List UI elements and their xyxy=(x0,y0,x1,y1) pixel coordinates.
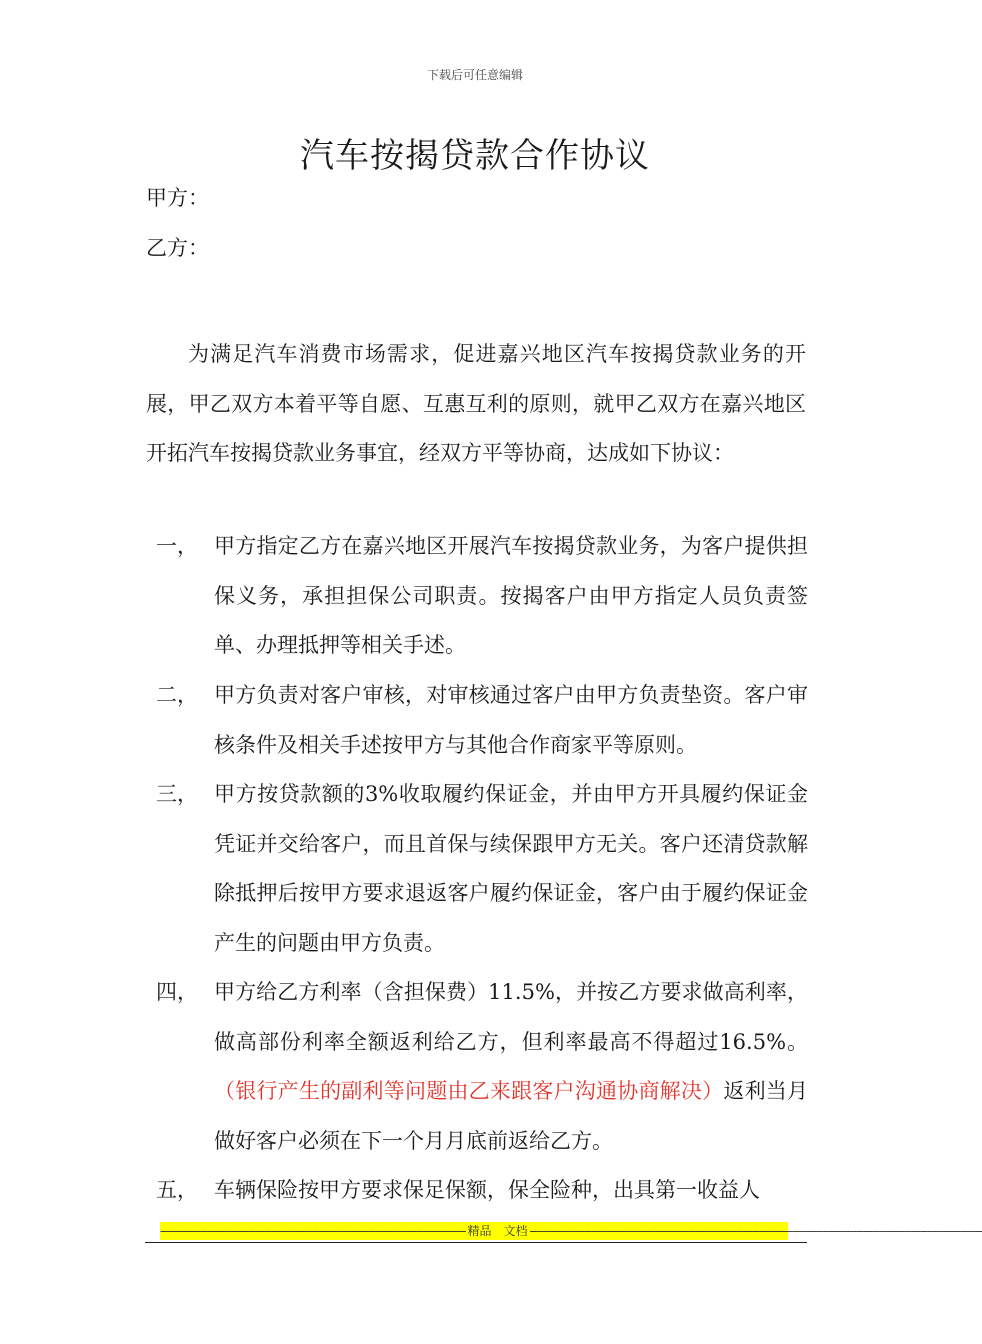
clause-number: 四， xyxy=(156,980,198,1004)
document-title: 汽车按揭贷款合作协议 xyxy=(300,136,650,176)
clause-number: 二， xyxy=(156,683,198,707)
clause-number: 一， xyxy=(156,534,198,558)
clause-2 xyxy=(146,671,836,770)
clause-3 xyxy=(146,770,836,968)
clause-text-part: 甲方给乙方利率（含担保费）11.5%，并按乙方要求做高利率，做高部份利率全额返利给乙方，但利率最高不得超过16.5%。 xyxy=(214,980,808,1054)
clause-5 xyxy=(146,1166,836,1216)
footer-divider xyxy=(145,1242,807,1243)
footer-highlight-bar xyxy=(160,1222,982,1240)
party-b-label: 乙方： xyxy=(146,236,209,260)
highlighted-note: （银行产生的副利等问题由乙来跟客户沟通协商解决） xyxy=(214,1079,724,1103)
clause-text: 甲方负责对客户审核，对审核通过客户由甲方负责垫资。客户审核条件及相关手述按甲方与其他合作商家平等原则。 xyxy=(214,683,808,757)
footer-label: 精品 文档 xyxy=(467,1224,528,1238)
clause-text xyxy=(214,968,808,1166)
intro-paragraph: 为满足汽车消费市场需求，促进嘉兴地区汽车按揭贷款业务的开展，甲乙双方本着平等自愿、互惠互利的原则，就甲乙双方在嘉兴地区开拓汽车按揭贷款业务事宜，经双方平等协商，达成如下协议： xyxy=(146,342,806,465)
header-note: 下载后可任意编辑 xyxy=(426,68,523,82)
clause-1 xyxy=(146,522,836,671)
clause-text: 车辆保险按甲方要求保足保额，保全险种，出具第一收益人 xyxy=(214,1178,760,1202)
clause-number: 五， xyxy=(156,1178,198,1202)
footer-dashes-left: ---------------------------------------------------------------------------------------------------- xyxy=(160,1224,466,1238)
clause-number: 三， xyxy=(156,782,198,806)
clause-text-part: 返利当月做好客户必须在下一个月月底前返给乙方。 xyxy=(214,1079,809,1153)
footer-dashes-right: ---------------------------------------------------------------------------------------------------------------------------------------------------- xyxy=(529,1224,982,1238)
clause-text: 甲方指定乙方在嘉兴地区开展汽车按揭贷款业务，为客户提供担保义务，承担担保公司职责。按揭客户由甲方指定人员负责签单、办理抵押等相关手述。 xyxy=(214,534,808,657)
clause-4 xyxy=(146,968,836,1166)
party-a-label: 甲方： xyxy=(146,186,209,210)
clause-text: 甲方按贷款额的3%收取履约保证金，并由甲方开具履约保证金凭证并交给客户，而且首保与续保跟甲方无关。客户还清贷款解除抵押后按甲方要求退返客户履约保证金，客户由于履约保证金产生的问题由甲方负责。 xyxy=(214,782,808,955)
